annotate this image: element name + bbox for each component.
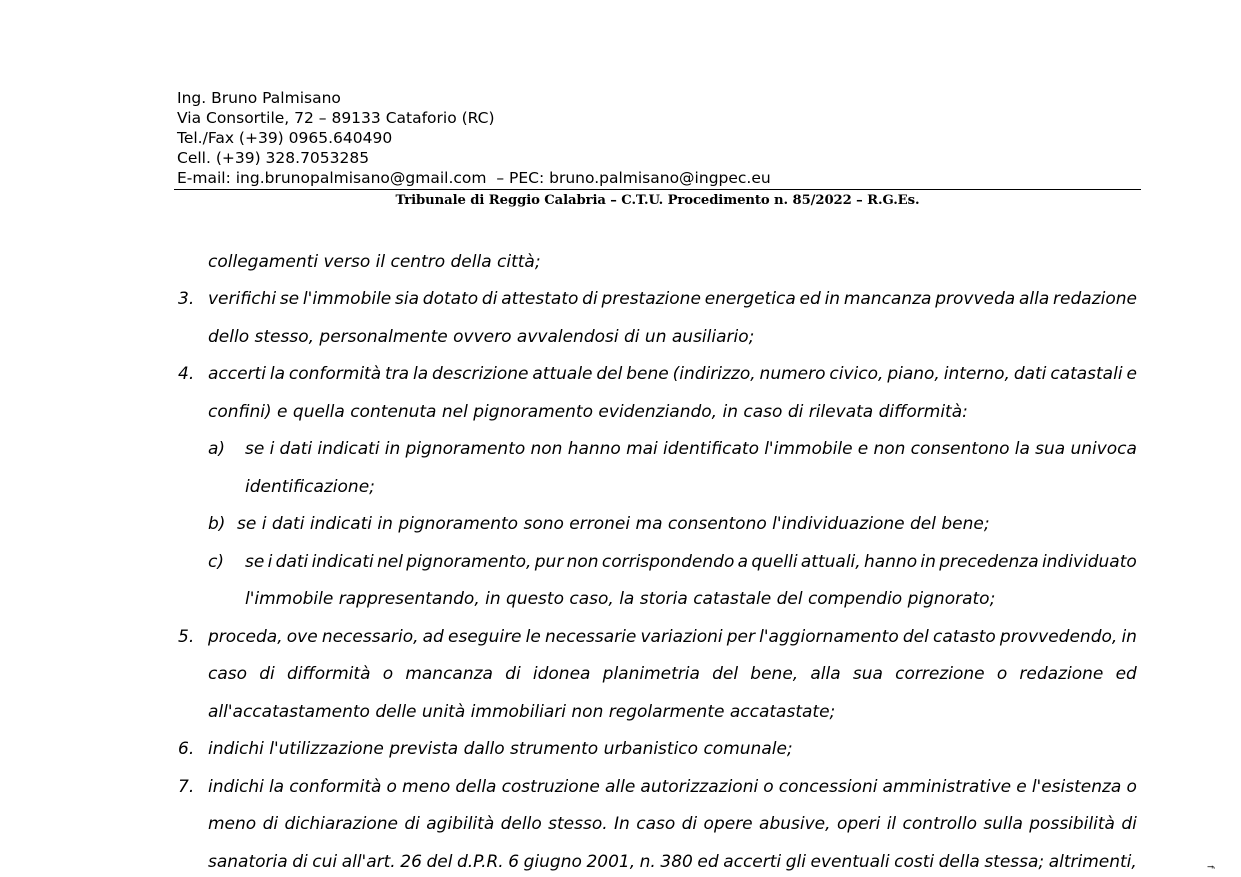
header-divider bbox=[174, 189, 1141, 190]
paragraph-line: sanatoria di cui all'art. 26 del d.P.R. 6 giugno 2001, n. 380 ed accerti gli eventuali costi della stessa; altrimenti, bbox=[208, 852, 1137, 872]
author-telfax: Tel./Fax (+39) 0965.640490 bbox=[177, 129, 393, 147]
court-reference: Tribunale di Reggio Calabria – C.T.U. Procedimento n. 85/2022 – R.G.Es. bbox=[395, 193, 920, 208]
paragraph-line: caso di difformità o mancanza di idonea planimetria del bene, alla sua correzione o redazione ed bbox=[208, 664, 1137, 684]
letterhead bbox=[177, 88, 771, 188]
author-name: Ing. Bruno Palmisano bbox=[177, 89, 341, 107]
list-number: 3. bbox=[178, 289, 195, 309]
paragraph-line: all'accatastamento delle unità immobiliari non regolarmente accatastate; bbox=[208, 702, 836, 722]
paragraph-line: meno di dichiarazione di agibilità dello stesso. In caso di opere abusive, operi il controllo sulla possibilità di bbox=[208, 814, 1137, 834]
paragraph-line: se i dati indicati nel pignoramento, pur non corrispondendo a quelli attuali, hanno in precedenza individuato bbox=[245, 552, 1137, 572]
author-cell: Cell. (+39) 328.7053285 bbox=[177, 149, 370, 167]
list-number: 7. bbox=[178, 777, 195, 797]
paragraph-line: confini) e quella contenuta nel pignoramento evidenziando, in caso di rilevata difformità: bbox=[208, 402, 968, 422]
paragraph-line: se i dati indicati in pignoramento sono erronei ma consentono l'individuazione del bene; bbox=[237, 514, 990, 534]
paragraph-line: proceda, ove necessario, ad eseguire le necessarie variazioni per l'aggiornamento del catasto provvedendo, in bbox=[208, 627, 1137, 647]
list-number: 6. bbox=[178, 739, 195, 759]
paragraph-line: collegamenti verso il centro della città; bbox=[208, 252, 541, 272]
list-letter: a) bbox=[208, 439, 226, 459]
paragraph-line: dello stesso, personalmente ovvero avvalendosi di un ausiliario; bbox=[208, 327, 755, 347]
list-letter: c) bbox=[208, 552, 224, 572]
paragraph-line: l'immobile rappresentando, in questo caso, la storia catastale del compendio pignorato; bbox=[245, 589, 996, 609]
author-address: Via Consortile, 72 – 89133 Cataforio (RC) bbox=[177, 109, 495, 127]
paragraph-line: identificazione; bbox=[245, 477, 375, 497]
list-number: 4. bbox=[178, 364, 195, 384]
author-email: E-mail: ing.brunopalmisano@gmail.com – PEC: bruno.palmisano@ingpec.eu bbox=[177, 169, 771, 187]
page-margin-mark: f bbox=[1204, 865, 1215, 869]
paragraph-line: indichi l'utilizzazione prevista dallo strumento urbanistico comunale; bbox=[208, 739, 793, 759]
list-number: 5. bbox=[178, 627, 195, 647]
paragraph-line: accerti la conformità tra la descrizione attuale del bene (indirizzo, numero civico, piano, interno, dati catastali e bbox=[208, 364, 1137, 384]
paragraph-line: se i dati indicati in pignoramento non hanno mai identificato l'immobile e non consentono la sua univoca bbox=[245, 439, 1137, 459]
paragraph-line: indichi la conformità o meno della costruzione alle autorizzazioni o concessioni amministrative e l'esistenza o bbox=[208, 777, 1137, 797]
list-letter: b) bbox=[208, 514, 226, 534]
paragraph-line: verifichi se l'immobile sia dotato di attestato di prestazione energetica ed in mancanza provveda alla redazione bbox=[208, 289, 1137, 309]
